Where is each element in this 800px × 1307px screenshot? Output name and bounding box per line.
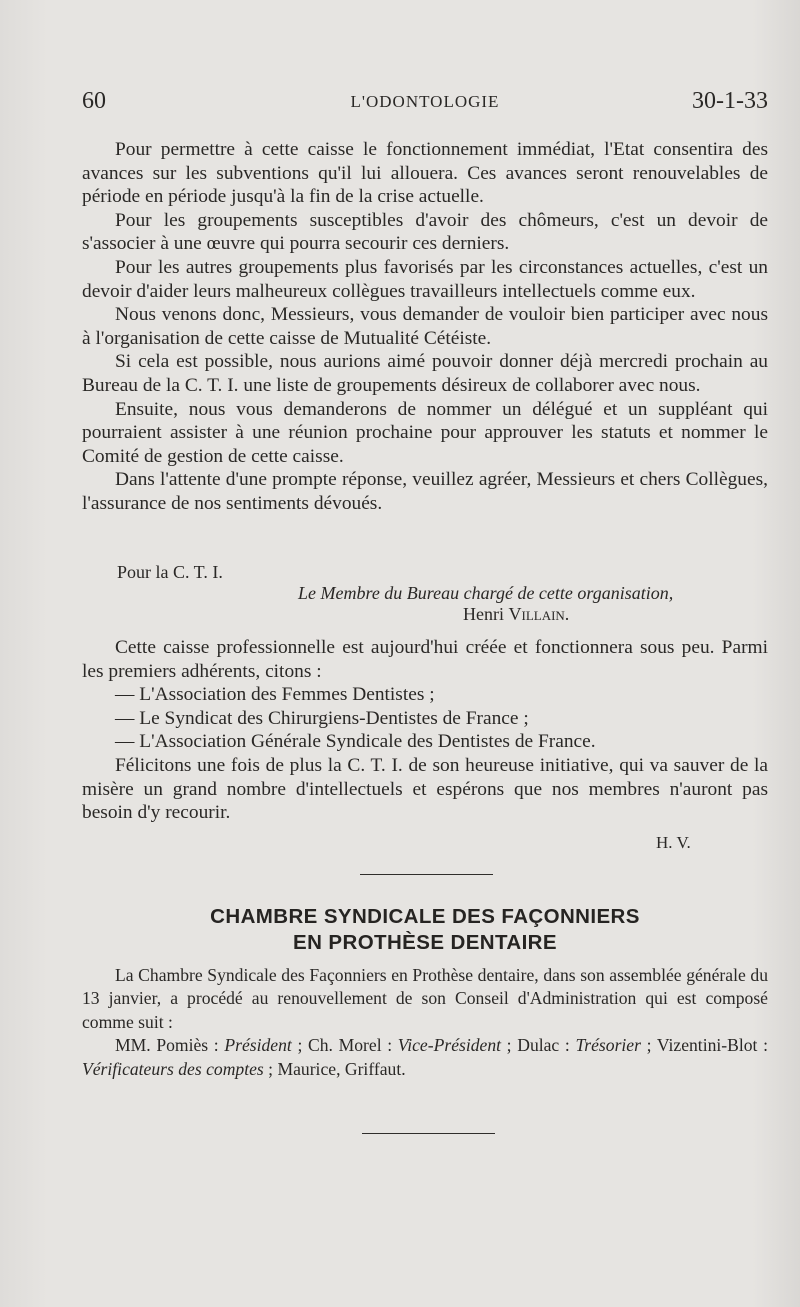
followup-intro: Cette caisse professionnelle est aujourd'hui créée et fonctionnera sous peu. Parmi les premiers adhérents, citons : [82, 637, 768, 682]
followup-closing: Félicitons une fois de plus la C. T. I. de son heureuse initiative, qui va sauver de la misère un grand nombre d'intellectuels et espérons que nos membres n'auront pas besoin d'y recourir. [82, 754, 768, 824]
treasurer-name: Dulac [517, 1035, 560, 1056]
letter-paragraph: Dans l'attente d'une prompte réponse, veuillez agréer, Messieurs et chers Collègues, l'assurance de nos sentiments dévoués. [82, 469, 768, 514]
letter-paragraph: Si cela est possible, nous aurions aimé pouvoir donner déjà mercredi prochain au Bureau de la C. T. I. une liste de groupements désireux de collaborer avec nous. [82, 351, 768, 396]
signoff: Pour la C. T. I. [117, 562, 223, 582]
section-body [82, 964, 768, 1081]
letter-paragraph: Pour les autres groupements plus favorisés par les circonstances actuelles, c'est un devoir d'aider leurs malheureux collègues travailleurs intellectuels comme eux. [82, 256, 768, 302]
letter-paragraph: Ensuite, nous vous demanderons de nommer un délégué et un suppléant qui pourraient assister à une réunion prochaine pour approuver les statuts et nommer le Comité de gestion de cette caisse. [82, 398, 768, 467]
section-title-line2: EN PROTHÈSE DENTAIRE [293, 931, 557, 954]
auditor-title: Vérificateurs des comptes [82, 1058, 264, 1079]
page-number: 60 [82, 88, 106, 114]
auditor-name: Vizentini-Blot [656, 1035, 758, 1056]
letter-paragraph: Nous venons donc, Messieurs, vous demander de vouloir bien participer avec nous à l'organisation de cette caisse de Mutualité Cétéiste. [82, 304, 768, 349]
council-list: MM. Pomiès : Président ; Ch. Morel : Vice-Président ; Dulac : Trésorier ; Vizentini-Blot : Vérificateurs des comptes ; Maurice, Griffaut. [82, 1035, 768, 1079]
section-divider [360, 874, 493, 875]
section-title-line1: CHAMBRE SYNDICALE DES FAÇONNIERS [210, 905, 640, 928]
member-item: — L'Association des Femmes Dentistes ; [115, 684, 435, 706]
signer-role: Le Membre du Bureau chargé de cette organisation, [298, 583, 674, 603]
author-initials: H. V. [656, 833, 691, 852]
president-name: Pomiès [156, 1035, 209, 1056]
member-item: — Le Syndicat des Chirurgiens-Dentistes de France ; [115, 707, 529, 729]
end-divider [362, 1133, 495, 1134]
letter-paragraph: Pour les groupements susceptibles d'avoir des chômeurs, c'est un devoir de s'associer à une œuvre qui pourra secourir ces derniers. [82, 209, 768, 255]
signer-last-name: Villain. [508, 604, 570, 624]
letter-body [82, 138, 768, 516]
journal-title: L'ODONTOLOGIE [350, 92, 500, 111]
issue-date: 30-1-33 [692, 88, 768, 114]
section-paragraph: La Chambre Syndicale des Façonniers en Prothèse dentaire, dans son assemblée générale du 13 janvier, a procédé au renouvellement de son Conseil d'Administration qui est composé comme suit : [82, 965, 768, 1032]
signer-name [463, 604, 569, 625]
member-item: — L'Association Générale Syndicale des Dentistes de France. [115, 731, 596, 753]
followup-body [82, 636, 768, 825]
other-members: Maurice, Griffaut. [277, 1058, 406, 1079]
council-prefix: MM. [115, 1035, 151, 1056]
president-title: Président [224, 1035, 292, 1056]
signer-first-name: Henri [463, 604, 504, 624]
running-header [82, 88, 768, 118]
vice-president-name: Ch. Morel [308, 1035, 382, 1056]
vice-president-title: Vice-Président [397, 1035, 502, 1056]
letter-paragraph: Pour permettre à cette caisse le fonctionnement immédiat, l'Etat consentira des avances sur les subventions qu'il lui allouera. Ces avances seront renouvelables de période en période jusqu'à la fin de la crise actuelle. [82, 139, 768, 208]
treasurer-title: Trésorier [575, 1035, 641, 1056]
